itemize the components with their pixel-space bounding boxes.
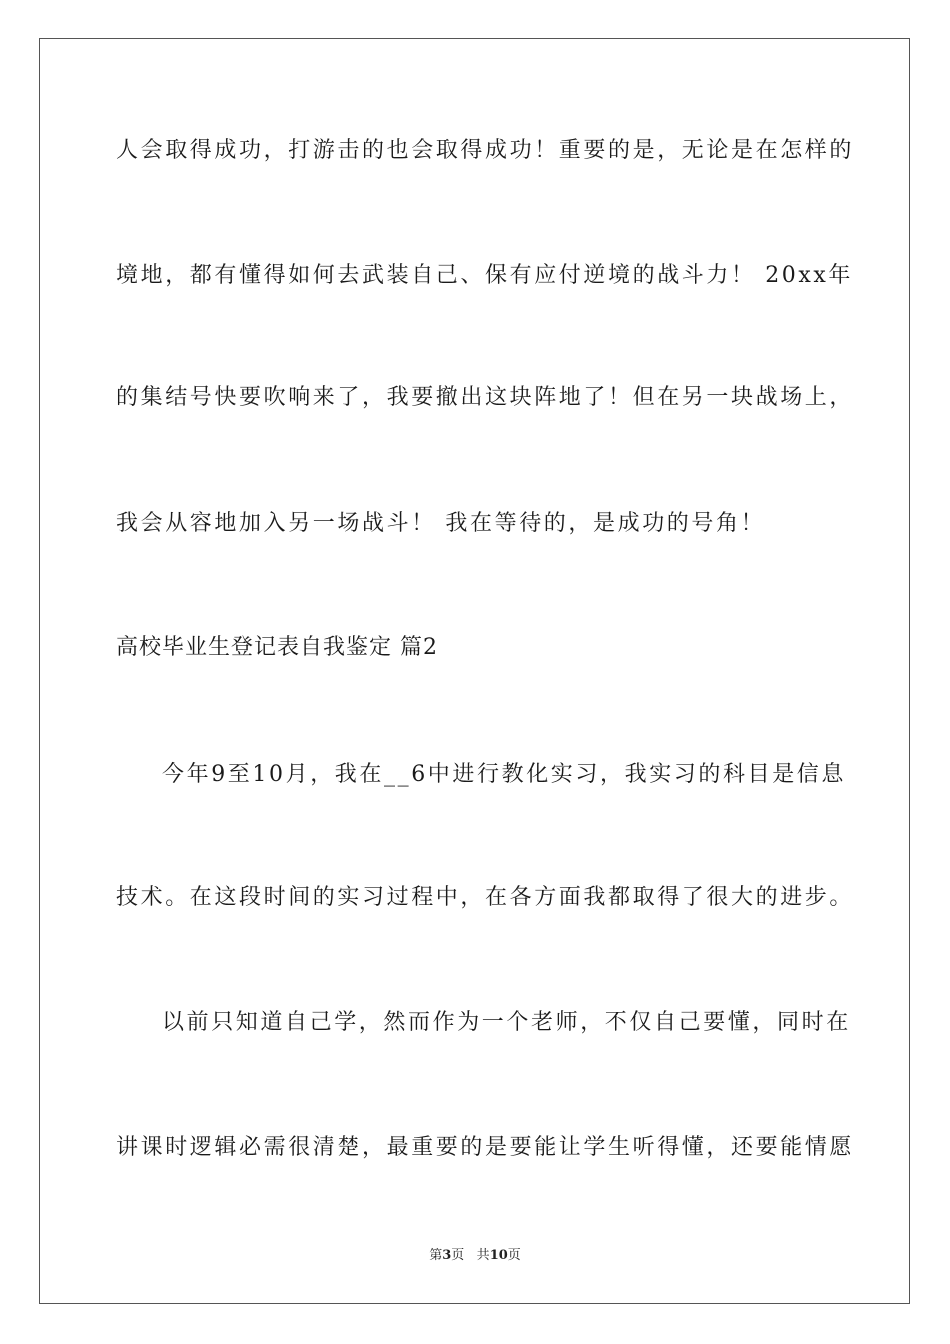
footer-total-prefix: 共 bbox=[476, 1248, 490, 1263]
page-border bbox=[39, 38, 910, 1304]
paragraph-2-line-1: 以前只知道自己学，然而作为一个老师，不仅自己要懂，同时在 bbox=[162, 1010, 851, 1035]
footer-page-suffix: 页 bbox=[451, 1248, 465, 1263]
footer-total-pages: 10 bbox=[489, 1248, 508, 1263]
paragraph-1-line-1: 今年9至10月，我在__6中进行教化实习，我实习的科目是信息 bbox=[162, 762, 846, 787]
body-line-2: 境地，都有懂得如何去武装自己、保有应付逆境的战斗力！ 20xx年 bbox=[116, 263, 854, 288]
section-heading: 高校毕业生登记表自我鉴定 篇2 bbox=[116, 635, 438, 660]
body-line-4: 我会从容地加入另一场战斗！ 我在等待的，是成功的号角！ bbox=[116, 511, 766, 536]
body-line-1: 人会取得成功，打游击的也会取得成功！重要的是，无论是在怎样的 bbox=[116, 138, 855, 163]
footer-page-number: 3 bbox=[442, 1248, 452, 1263]
footer-page-prefix: 第 bbox=[429, 1248, 443, 1263]
paragraph-1-line-2: 技术。在这段时间的实习过程中，在各方面我都取得了很大的进步。 bbox=[116, 885, 855, 910]
body-line-3: 的集结号快要吹响来了，我要撤出这块阵地了！但在另一块战场上， bbox=[116, 385, 855, 410]
footer-total-suffix: 页 bbox=[507, 1248, 521, 1263]
page-footer bbox=[0, 1247, 950, 1265]
paragraph-2-line-2: 讲课时逻辑必需很清楚，最重要的是要能让学生听得懂，还要能情愿 bbox=[116, 1135, 855, 1160]
